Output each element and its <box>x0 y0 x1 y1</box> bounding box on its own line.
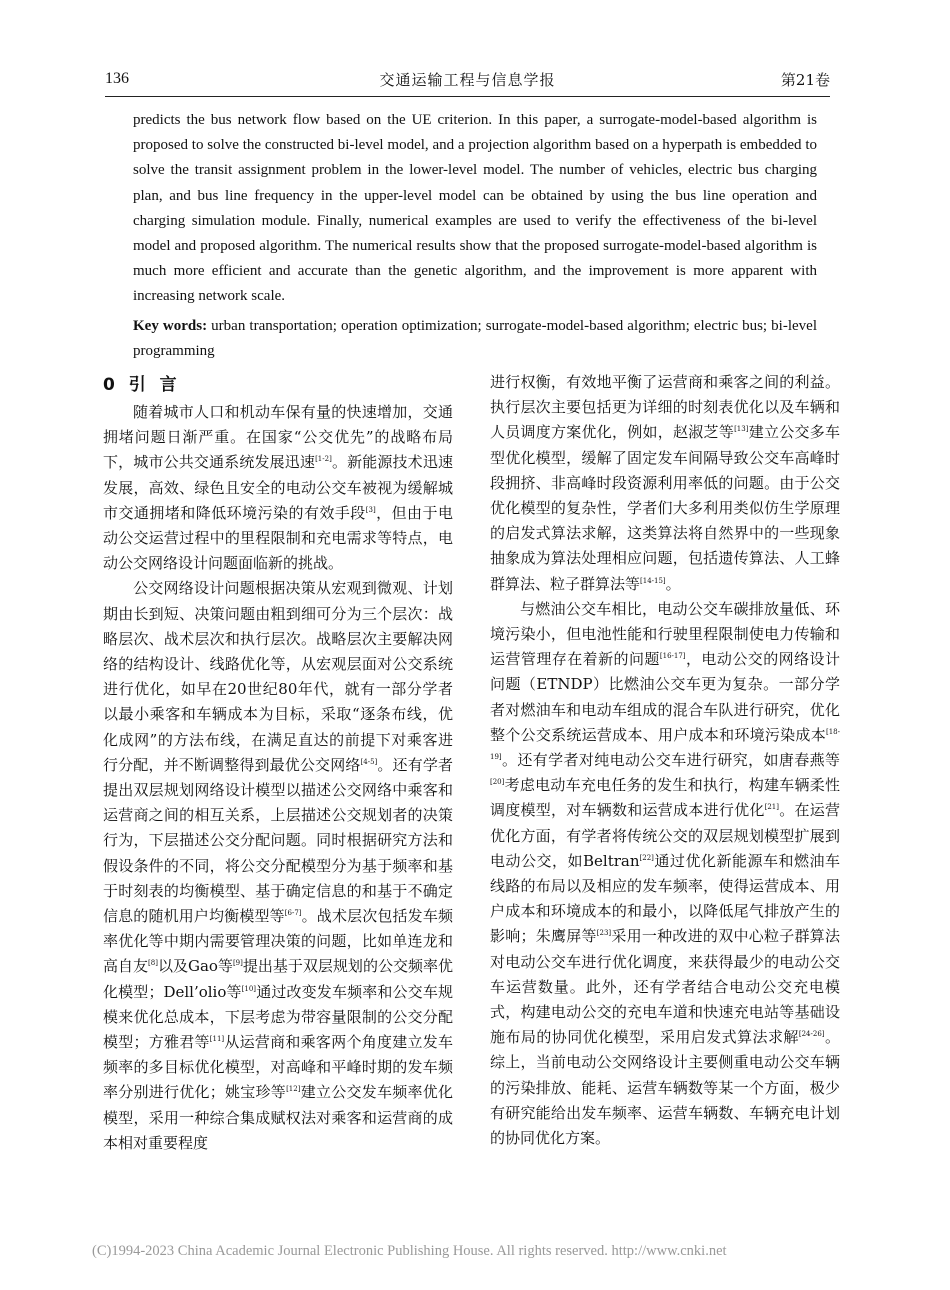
left-column <box>103 372 453 1156</box>
citation: [24-26] <box>798 1030 825 1039</box>
citation: [21] <box>764 803 779 812</box>
citation: [13] <box>734 425 749 434</box>
citation: [12] <box>286 1085 301 1094</box>
paragraph-electric-bus: 与燃油公交车相比，电动公交车碳排放量低、环境污染小，但电池性能和行驶里程限制使电力传输和运营管理存在着新的问题[16-17]，电动公交的网络设计问题（ETNDP）比燃油公交车更为复杂。一部分学者对燃油车和电动车组成的混合车队进行研究，优化整个公交系统运营成本、用户成本和环境污染成本[18-19]。还有学者对纯电动公交车进行研究，如唐春燕等[20]考虑电动车充电任务的发生和执行，构建车辆柔性调度模型，对车辆数和运营成本进行优化[21]。在运营优化方面，有学者将传统公交的双层规划模型扩展到电动公交，如Beltran[22]通过优化新能源车和燃油车线路的布局以及相应的发车频率，使得运营成本、用户成本和环境成本的和最小，以降低尾气排放产生的影响；朱鹰屏等[23]采用一种改进的双中心粒子群算法对电动公交车进行优化调度，来获得最少的电动公交车运营数量。此外，还有学者结合电动公交充电模式，构建电动公交的充电车道和快速充电站等基础设施布局的协同优化模型，采用启发式算法求解[24-26]。综上，当前电动公交网络设计主要侧重电动公交车辆的污染排放、能耗、运营车辆数等某一个方面，极少有研究能给出发车频率、运营车辆数、车辆充电计划的协同优化方案。 <box>490 599 840 1148</box>
paragraph-intro-1: 随着城市人口和机动车保有量的快速增加，交通拥堵问题日渐严重。在国家“公交优先”的战略布局下，城市公共交通系统发展迅速[1-2]。新能源技术迅速发展，高效、绿色且安全的电动公交车被视为缓解城市交通拥堵和降低环境污染的有效手段[3]，但由于电动公交运营过程中的里程限制和充电需求等特点，电动公交网络设计问题面临新的挑战。 <box>103 403 453 573</box>
citation: [22] <box>639 853 654 862</box>
volume-label: 第21卷 <box>780 71 830 89</box>
header-divider <box>105 96 830 97</box>
copyright-footer: (C)1994-2023 China Academic Journal Electronic Publishing House. All rights reserved. http://www.cnki.net <box>92 1243 727 1259</box>
citation: [8] <box>148 959 158 968</box>
paragraph-intro-2: 公交网络设计问题根据决策从宏观到微观、计划期由长到短、决策问题由粗到细可分为三个层次：战略层次、战术层次和执行层次。战略层次主要解决网络的结构设计、线路优化等，从宏观层面对公交系统进行优化，如早在20世纪80年代，就有一部分学者以最小乘客和车辆成本为目标，采取“逐条布线，优化成网”的方法布线，在满足直达的前提下对乘客进行分配，并不断调整得到最优公交网络[4-5]。还有学者提出双层规划网络设计模型以描述公交网络中乘客和运营商之间的相互关系，上层描述公交规划者的决策行为，下层描述公交分配问题。同时根据研究方法和假设条件的不同，将公交分配模型分为基于频率和基于时刻表的均衡模型、基于确定信息的和基于不确定信息的随机用户均衡模型等[6-7]。战术层次包括发车频率优化等中期内需要管理决策的问题，比如单连龙和高自友[8]以及Gao等[9]提出基于双层规划的公交频率优化模型；Dell’olio等[10]通过改变发车频率和公交车规模来优化总成本，下层考虑为带容量限制的公交分配模型；方雅君等[11]从运营商和乘客两个角度建立发车频率的多目标优化模型，对高峰和平峰时期的发车频率分别进行优化；姚宝珍等[12]建立公交发车频率优化模型，采用一种综合集成赋权法对乘客和运营商的成本相对重要程度 <box>103 579 453 1152</box>
page-number: 136 <box>105 70 129 87</box>
citation: [20] <box>490 778 505 787</box>
abstract-text: predicts the bus network flow based on the UE criterion. In this paper, a surrogate-model-based algorithm is proposed to solve the constructed bi-level model, and a projection algorithm based on a hyperpath is embedded to solve the transit assignment problem in the lower-level model. The number of vehicles, electric bus charging plan, and bus line frequency in the upper-level model can be obtained by using the bus line operation and charging simulation module. Finally, numerical examples are used to verify the effectiveness of the bi-level model and proposed algorithm. The numerical results show that the proposed surrogate-model-based algorithm is much more efficient and accurate than the genetic algorithm, and the improvement is more apparent with increasing network scale. <box>133 112 817 305</box>
citation: [14-15] <box>640 576 666 585</box>
citation: [6-7] <box>284 909 302 918</box>
citation: [4-5] <box>360 757 378 766</box>
citation: [9] <box>232 959 243 968</box>
citation: [16-17] <box>659 652 686 661</box>
keywords-text: urban transportation; operation optimization; surrogate-model-based algorithm; electric bus; bi-level programming <box>133 317 817 359</box>
citation: [1-2] <box>315 455 332 464</box>
keywords-label: Key words: <box>133 317 208 334</box>
citation: [18-19] <box>490 727 840 762</box>
citation: [3] <box>365 505 376 514</box>
citation: [10] <box>241 984 257 993</box>
citation: [23] <box>596 929 612 938</box>
citation: [11] <box>209 1035 225 1044</box>
english-abstract <box>133 108 817 364</box>
paragraph-continued: 进行权衡，有效地平衡了运营商和乘客之间的利益。执行层次主要包括更为详细的时刻表优化以及车辆和人员调度方案优化，例如，赵淑芝等[13]建立公交多车型优化模型，缓解了固定发车间隔导致公交车高峰时段拥挤、非高峰时段资源利用率低的问题。由于公交优化模型的复杂性，学者们大多利用类似仿生学原理的启发式算法求解，这类算法将自然界中的一些现象抽象成为算法处理相应问题，包括遗传算法、人工蜂群算法、粒子群算法等[14-15]。 <box>490 373 840 593</box>
section-title: 0 引 言 <box>103 375 181 395</box>
right-column <box>490 370 840 1151</box>
keywords-line <box>133 314 817 364</box>
journal-title: 交通运输工程与信息学报 <box>379 71 556 89</box>
page-header <box>105 66 830 92</box>
